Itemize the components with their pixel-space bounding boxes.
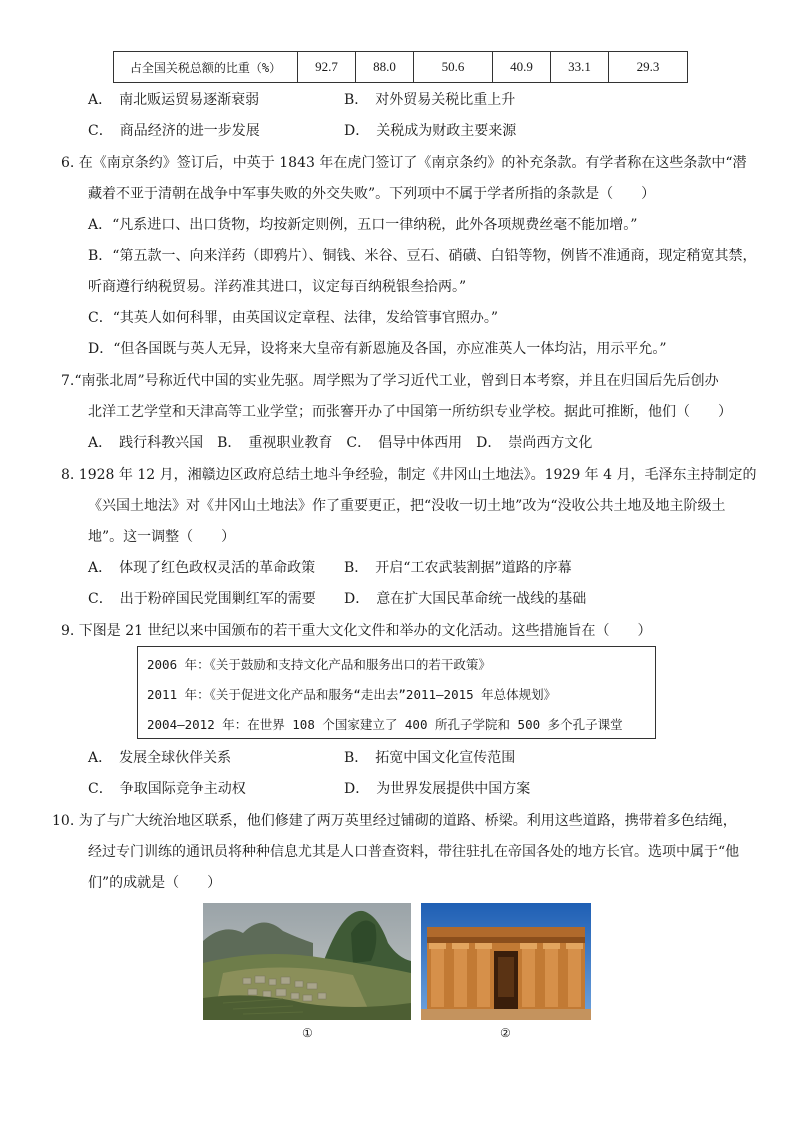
q6-stem-line-1: 6. 在《南京条约》签订后，中英于 1843 年在虎门签订了《南京条约》的补充条款。有学者称在这些条款中“潜 <box>61 155 747 171</box>
q6-option-b: B．“第五款一、向来洋药（即鸦片）、铜钱、米谷、豆石、硝磺、白铅等物，例皆不准通商，现定稍宽其禁， <box>88 248 757 264</box>
q10-stem-line-2: 经过专门训练的通讯员将种种信息尤其是人口普查资料，带往驻扎在帝国各处的地方长官。选项中属于“他 <box>88 844 740 860</box>
q10-stem-line-1: 10. 为了与广大统治地区联系，他们修建了两万英里经过铺砌的道路、桥梁。利用这些道路，携带着多色结绳， <box>52 813 737 829</box>
table-cell: 50.6 <box>414 52 493 83</box>
q6-option-a: A．“凡系进口、出口货物，均按新定则例，五口一律纳税，此外各项规费丝毫不能加增。” <box>88 217 638 233</box>
q10-stem-line-3: 们”的成就是（ ） <box>88 875 222 891</box>
table-row-label: 占全国关税总额的比重（%） <box>114 52 298 83</box>
table-row <box>114 52 688 83</box>
q8-option-b: B． 开启“工农武装割据”道路的序幕 <box>344 560 572 576</box>
q8-stem-line-1: 8. 1928 年 12 月，湘赣边区政府总结土地斗争经验，制定《井冈山土地法》。1929 年 4 月，毛泽东主持制定的 <box>61 467 757 483</box>
q8-stem-line-3: 地”。这一调整（ ） <box>88 529 236 545</box>
q5-option-a: A． 南北贩运贸易逐渐衰弱 <box>88 92 260 108</box>
table-cell: 40.9 <box>493 52 551 83</box>
q6-stem-line-2: 藏着不亚于清朝在战争中军事失败的外交失败”。下列项中不属于学者所指的条款是（ ） <box>88 186 656 202</box>
q9-box-line-2: 2011 年：《关于促进文化产品和服务“走出去”2011—2015 年总体规划》 <box>147 687 557 702</box>
q9-stem: 9. 下图是 21 世纪以来中国颁布的若干重大文化文件和举办的文化活动。这些措施旨在（ ） <box>61 623 652 639</box>
photo-caption-1: ① <box>302 1026 313 1040</box>
q9-box-line-3: 2004—2012 年：在世界 108 个国家建立了 400 所孔子学院和 500 多个孔子课堂 <box>147 717 623 732</box>
q5-option-c: C． 商品经济的进一步发展 <box>88 123 260 139</box>
q9-info-box <box>137 646 656 739</box>
ruins-mountain-image <box>203 903 411 1020</box>
table-cell: 33.1 <box>551 52 609 83</box>
q6-option-d: D．“但各国既与英人无异，设将来大皇帝有新恩施及各国，亦应准英人一体均沾，用示平允。” <box>88 341 667 357</box>
table-cell: 92.7 <box>298 52 356 83</box>
ruins-mountain-photo <box>203 903 411 1020</box>
q8-option-c: C． 出于粉碎国民党围剿红军的需要 <box>88 591 316 607</box>
temple-photo <box>421 903 591 1020</box>
q9-option-a: A． 发展全球伙伴关系 <box>88 750 232 766</box>
q6-option-b-cont: 听商遵行纳税贸易。洋药准其进口，议定每百纳税银叁拾两。” <box>88 279 467 295</box>
q9-option-c: C． 争取国际竞争主动权 <box>88 781 246 797</box>
table-cell: 88.0 <box>356 52 414 83</box>
tariff-table <box>113 51 688 83</box>
q7-stem-line-2: 北洋工艺学堂和天津高等工业学堂；而张謇开办了中国第一所纺织专业学校。据此可推断，他们（ ） <box>88 404 732 420</box>
q6-option-c: C．“其英人如何科罪，由英国议定章程、法律，发给管事官照办。” <box>88 310 499 326</box>
q7-options: A． 践行科教兴国 B． 重视职业教育 C． 倡导中体西用 D． 崇尚西方文化 <box>88 435 593 451</box>
q5-option-d: D． 关税成为财政主要来源 <box>344 123 517 139</box>
q9-option-d: D． 为世界发展提供中国方案 <box>344 781 531 797</box>
q9-option-b: B． 拓宽中国文化宣传范围 <box>344 750 516 766</box>
table-cell: 29.3 <box>609 52 688 83</box>
q7-stem-line-1: 7.“南张北周”号称近代中国的实业先驱。周学熙为了学习近代工业，曾到日本考察，并且在归国后先后创办 <box>61 373 719 389</box>
temple-image <box>421 903 591 1020</box>
q8-option-a: A． 体现了红色政权灵活的革命政策 <box>88 560 316 576</box>
photo-caption-2: ② <box>500 1026 511 1040</box>
q5-option-b: B． 对外贸易关税比重上升 <box>344 92 516 108</box>
q8-option-d: D． 意在扩大国民革命统一战线的基础 <box>344 591 587 607</box>
q9-box-line-1: 2006 年：《关于鼓励和支持文化产品和服务出口的若干政策》 <box>147 657 491 672</box>
q8-stem-line-2: 《兴国土地法》对《井冈山土地法》作了重要更正，把“没收一切土地”改为“没收公共土地及地主阶级土 <box>88 498 726 514</box>
